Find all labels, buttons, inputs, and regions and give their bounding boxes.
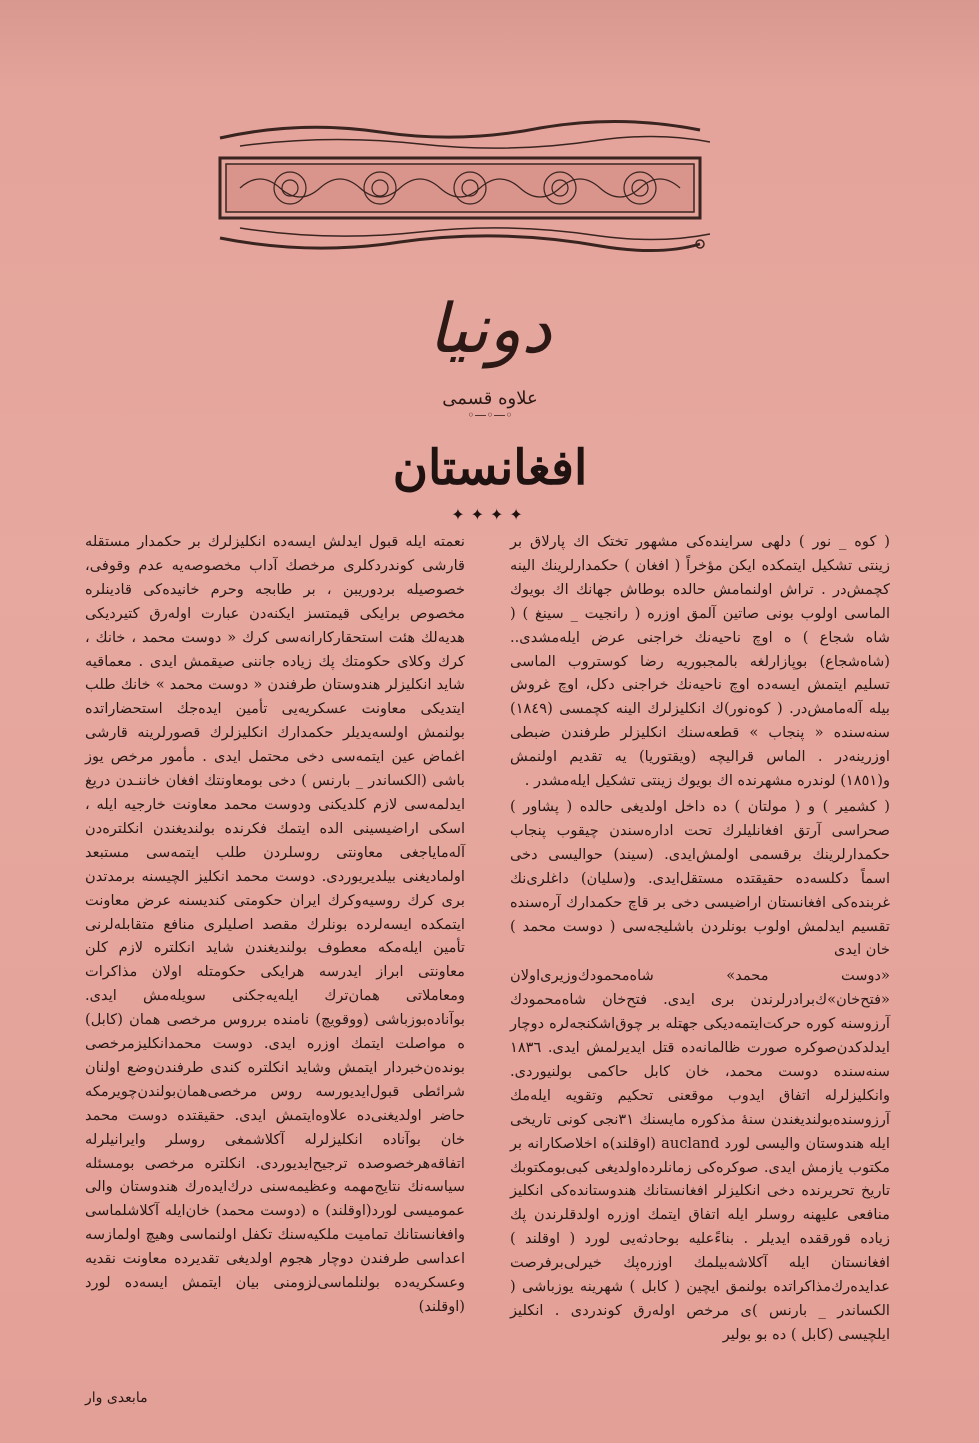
decorative-header-ornament <box>180 110 740 260</box>
subtitle-divider: ◦—◦—◦ <box>467 408 513 422</box>
text-column-right <box>510 530 890 1349</box>
article-title: افغانستان <box>392 440 588 496</box>
paragraph: نعمته ایله قبول ایدلش ایسه‌ده انکلیزلرك بر حکمدار مستقله قارشی کوندردکلری مرخصك آداب مخصوصه‌یه عدم وقوفی، خصوصیله بردوریبن ، بر طابجه وحرم خانیده‌کی قادینلره مخصوص برایکی قیمتسز ایکنه‌دن عبارت اوله‌رق کتیردیکی هدیه‌لك هئت استحقارکارانه‌سی کرك « دوست محمد ، خانك ، کرك وکلای حکومتك پك زیاده جاننی صیقمش ایدی . معماقیه شاید انکلیزلر هندوستان طرفندن « دوست محمد » خانك طلب ایتدیکی معاونت عسکریه‌یی تأمین ایده‌جك استحضاراتده بولنمش اولسه‌یدیلر حکمدارك انکلیزلرك قصورلرینه قارشی اغماض عین ایتمه‌سی دخی محتمل ایدی . مأمور مرخص یوز باشی (الکساندر _ بارنس ) دخی بومعاونتك افغان خاننـدن دریغ ایدلمه‌سی لازم کلدیکنی ودوست محمد معاونت خارجیه ایله ، اسکی اراضیسینی الده ایتمك فکرنده بولندیغندن انکلترەدن آله‌مایاجغی معاونتی روسلردن طلب ایتمه‌سی مستبعد اولمادیغنی بیلدیریوردی. دوست محمد انکلیز الچیسنه برمدتدن بری کرك روسیه‌وکرك ایران حکومتی کندیسنه عرض معاونت ایتمکده ایسه‌لرده بونلرك مقصد اصلیلری منافع متقابله‌لرنی تأمین ایله‌مکه معطوف بولندیغندن شاید انکلتره لازم کلن معاونتی ابراز ایدرسه هرایکی حکومتله اولان مذاکرات ومعاملاتی همان‌ترك ایله‌یه‌جکنی سویله‌مش ایدی. بوآناده‌بوزباشی (ووقویچ) نامنده برروس مرخصی همان (کابل) ه مواصلت ایتمك اوزره ایدی. دوست محمدانکلیزمرخصی بونده‌ن‌خبردار ایتمش‌ وشاید انکلتره‌ کندی طرفندن‌وضع اولنان شرائطی قبول‌ایدیورسه روس مرخصی‌همان‌بولندن‌چویرمکه حاضر اولدیغنی‌ده علاوه‌ایتمش ایدی. حقیقتده دوست محمد خان بوآناده انکلیزلرله آکلاشمغی روسلر وایرانیلرله اتفاقه‌هرخصوصده ترجیح‌ایدیوردی. انکلتره‌ مرخصی بومسئله سیاسه‌نك نتایج‌مهمه وعظیمه‌سنی درك‌ایده‌رك هندوستان والی‌ عمومیسی لورد(اوقلند) ه (دوست محمد) خان‌ایله آکلاشلماسی وافغانستانك تمامیت ملکیه‌سنك تکفل اولنماسی وهیچ اولمازسه اعداسی طرفندن دوچار هجوم اولدیغی تقدیرده معاونت نقدیه وعسکریه‌ده بولنلماسی‌لزومنی بیان ایتمش ایسه‌ده لورد (اوقلند) <box>85 533 465 1315</box>
journal-masthead: دونيا <box>428 290 552 369</box>
text-column-left <box>85 530 465 1321</box>
title-stars-divider: ✦✦✦✦ <box>451 505 529 524</box>
continued-catchword: مابعدی وار <box>85 1390 148 1406</box>
page-top-shadow <box>0 0 979 90</box>
paragraph: ( کشمیر ) و ( مولتان ) ده داخل اولدیغی حالده ( پشاور ) صحراسی آرتق افغانلیلرك تحت اداره‌سندن چیقوب پنجاب حکمدارلرینك برقسمی اولمش‌ایدی. (سیند) حوالیسی دخی اسماً دکلسه‌ده حقیقتده مستقل‌ایدی. و(سلیان) داغلری‌نك غربنده‌کی افغانستان اراضیسی دخی بر قاچ حکمدارك آره‌سنده تقسیم ایدلمش اولوب بونلردن باشلیجه‌سی ( دوست محمد ) خان ایدی <box>510 797 891 959</box>
paragraph: «دوست محمد» شاه‌محمودك‌وزیری‌اولان «فتح‌خان»ك‌برادرلرندن بری ایدی. فتح‌خان شاه‌محمودك آرزوسنه کوره حرکت‌ایتمه‌دیکی جهتله بر چوق‌اشکنجه‌لره دوچار ایدلدکدن‌صوکره صورت ظالمانه‌ده قتل ایدیرلمش ایدی. ١٨٣٦ سنه‌سنده دوست محمد، خان کابل حاکمی بولنیوردی. وانکلیزلرله اتفاق ایدوب موقعنی تحکیم وتقویه ایله‌مك آرزوسنده‌بولندیغندن سنهٔ مذکوره مایسنك ٣١نجی کونی تاریخی ایله هندوستان والیسی لورد aucland (اوقلند)ه اخلاصکارانه بر مکتوب یازمش ایدی. صوکره‌کی زمانلرده‌اولدیغی کبی‌بومکتوبك تاریخ تحریرنده دخی انکلیزلر افغانستانك هندوستانده‌کی انکلیز منافعی علیهنه روسلر ایله اتفاق ایتمك اوزره اولدقلرندن پك زیاده قورققده ایدیلر . بناءًعلیه بوحادثه‌یی لورد ( اوقلند ) افغانستان ایله آکلاشه‌بیلمك اوزره‌پك خیرلی‌برفرصت عدایده‌رك‌مذاکراتده بولنمق ایچین ( کابل ) شهرینه یوزباشی ( الکساندر _ بارنس )ی مرخص اوله‌رق کوندردی . انکلیز ایلچیسی (کابل ) ده بو بولیر <box>510 967 890 1343</box>
section-subtitle: علاوه قسمی <box>442 388 538 409</box>
paragraph: ( کوه _ نور ) دلهی سراینده‌کی مشهور تختک اك پارلاق بر زینتی تشکیل ایتمکده ایکن مؤخراً ( افغان ) حکمدارلرینك الینه کچمش‌در . تراش اولنمامش حالده بوطاش جهانك اك بویوك الماسی اولوب بونی صاتین آلمق اوزره ( رانجیت _ سینغ ) ( شاه شجاع ) ه اوچ ناحیه‌نك خراجنی عرض ایله‌مشدی.. (شاه‌شجاع) بوپازارلغه بالمجبوریه رضا کوستروب الماسی تسلیم ایتمش ایسه‌ده اوچ ناحیه‌نك خراجنی دکل، اوچ غروش بیله آله‌مامش‌در. ( کوه‌نور)ك انکلیزلرك الینه کچمسی (١٨٤٩) سنه‌سنده « پنجاب » قطعه‌سنك انکلیزلر طرفندن ضبطی اوزرینه‌در . الماس قرالیچه (ویقتوریا) یه تقدیم اولنمش و(١٨٥١) لوندره مشهرنده اك بویوك زینتی تشکیل ایله‌مشدر . <box>510 533 890 790</box>
